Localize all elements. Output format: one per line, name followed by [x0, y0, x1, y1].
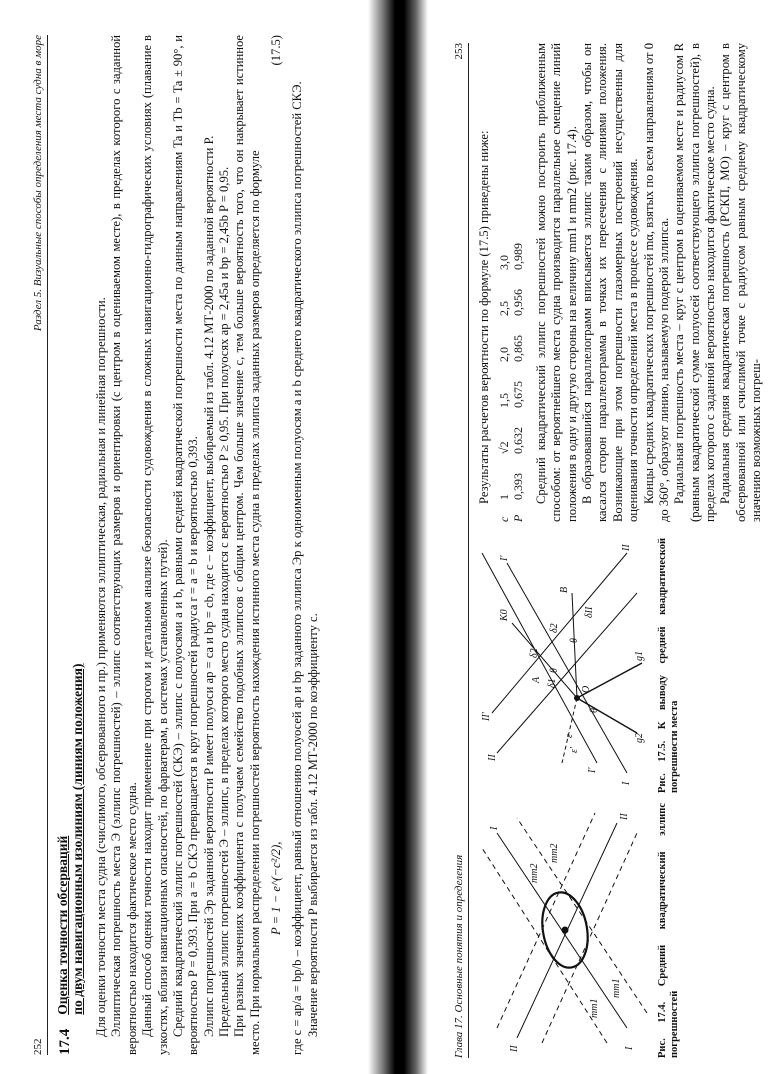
- left-running-head: Раздел 5. Визуальные способы определения места судна в море: [32, 35, 44, 332]
- fig-17-4-diagram: [477, 803, 652, 1058]
- fig2-point-o: [575, 696, 580, 701]
- table-c-label: c: [496, 516, 511, 522]
- fig2-label: I': [499, 555, 511, 561]
- binding-gutter: [368, 0, 428, 1074]
- fig2-label: ε': [569, 746, 581, 753]
- intro-paragraph: Результаты расчетов вероятности по формуле (17.5) приведены ниже:: [477, 130, 492, 504]
- fig2-label: K0: [499, 609, 511, 621]
- right-page: [428, 0, 769, 1074]
- fig2-label: II: [621, 544, 633, 551]
- fig2-label: I': [587, 767, 599, 773]
- paragraph: Эллиптическая погрешность места Э (эллипс погрешностей) – эллипс соответствующих размеров и ориентировки (с центром в оцениваемом месте), в пределах которого с заданной вероятностью находится фактическое место судна.: [109, 35, 139, 1055]
- fig1-label: I: [489, 826, 501, 830]
- fig2-label: II': [481, 712, 493, 721]
- shifted-line: [517, 818, 647, 1013]
- right-page-content: [453, 43, 764, 1058]
- table-c-value: 3,0: [496, 255, 511, 270]
- section-heading: [56, 35, 86, 1055]
- figures-column: [477, 538, 764, 1058]
- fig1-label: II: [509, 1045, 521, 1052]
- section-number: 17.4: [57, 1028, 74, 1055]
- fig1-label: mm2: [529, 863, 541, 883]
- right-text-column: [477, 43, 764, 522]
- fig2-label: ε: [564, 734, 576, 738]
- figure-17-5: [477, 538, 681, 793]
- where-text: где c = ap/a = bp/b – коэффициент, равный отношению полуосей ap и bp заданного эллипса Эp к одноименным полуосям a и b среднего квадратического эллипса погрешностей СКЭ.: [290, 81, 305, 1055]
- fig2-label: A: [531, 676, 543, 683]
- fig1-label: mm1: [589, 998, 601, 1018]
- last-paragraph: Значение вероятности P выбирается из табл. 4.12 МТ-2000 по коэффициенту c.: [305, 613, 320, 1037]
- paragraph: Предельный эллипс погрешностей Э – эллипс, в пределах которого место судна находится с вероятностью P ≥ 0,95. При полуосях ap = 2,45a и bp = 2,45b P = 0,95.: [216, 166, 231, 1037]
- fig-17-4-caption: [657, 803, 682, 1058]
- formula-number: (17.5): [269, 35, 284, 66]
- fig-17-4-caption-num: Рис. 17.4.: [656, 1001, 668, 1058]
- paragraph: При разных значениях коэффициента c получаем семейство подобных эллипсов с общим центром. Чем больше значение c, тем больше вероятность того, что он накрывает истинное место. При нормальном распределении погрешностей вероятность нахождения истинного места судна в пределах эллипса заданных размеров определяется по формуле: [232, 35, 262, 1055]
- fig2-line: [572, 593, 577, 698]
- fig2-line: [512, 623, 577, 698]
- section-title-line1: Оценка точности обсерваций: [55, 835, 71, 1015]
- fig-17-5-diagram: [477, 538, 652, 793]
- fig2-label: B: [559, 586, 571, 593]
- paragraph: В образовавшийся параллелограмм вписывается эллипс таким образом, чтобы он касался сторон параллелограмма в точках их пересечения с линиями положения. Возникающие при этом погрешности глазомерных построений несущественны для оценивания точности определений места в процессе судовождения.: [580, 43, 641, 522]
- table-c-value: √2: [496, 441, 511, 454]
- paragraph: Концы средних квадратических погрешностей mα, взятых по всем направлениям от 0 до 360°, образуют линию, называемую подерой эллипса.: [641, 43, 671, 522]
- fig2-label: δ2: [549, 623, 561, 633]
- fig2-line: [492, 553, 627, 713]
- left-page-content: [32, 35, 342, 1055]
- fig2-line: [562, 698, 577, 763]
- fig-17-5-caption-text: К выводу средней квадратической погрешности места: [656, 537, 681, 793]
- right-running-head: Глава 17. Основные понятия и определения: [453, 854, 465, 1058]
- paragraph: Радиальная погрешность места – круг с центром в оцениваемом месте и радиусом R (равным квадратической сумме полуосей соответствующего эллипса погрешностей), в пределах которого с заданной вероятностью находится фактическое место судна.: [672, 43, 717, 522]
- paragraph: Средний квадратический эллипс погрешностей (СКЭ) – эллипс с полуосями a и b, равными средней квадратической погрешности места по данным направлениям Ta и Tb = Ta ± 90°, и вероятностью P = 0,393. При a = b СКЭ превращается в круг погрешностей радиуса r = a = b и вероятностью 0,393.: [170, 35, 201, 1055]
- formula: P = 1 − e^(−c²/2),: [269, 841, 284, 935]
- paragraph: Эллипс погрешностей Эp заданной вероятности P имеет полуоси ap = ca и bp = cb, где c – коэффициент, выбираемый из табл. 4.12 МТ-2000 по заданной вероятности P.: [201, 135, 216, 1037]
- fig2-line: [497, 593, 637, 753]
- fig2-label: θ: [569, 638, 581, 643]
- figure-17-4: [477, 803, 681, 1058]
- fig2-label: δ1: [547, 678, 559, 688]
- left-page: [0, 0, 368, 1074]
- paragraph: Средний квадратический эллипс погрешностей можно построить приближенным способом: от вероятнейшего места судна производится параллельное смещение линий положения в одну и другую стороны на величину mm1 и mm2 (рис. 17.4).: [534, 43, 579, 522]
- probability-table: [497, 43, 526, 522]
- shifted-line: [497, 813, 595, 1028]
- fig1-label: II: [619, 813, 631, 820]
- table-c-value: 1,5: [496, 393, 511, 408]
- paragraph: Для оценки точности места судна (счислимого, обсервованного и пр.) применяются эллиптическая, радиальная и линейная погрешности.: [94, 297, 109, 1037]
- paragraph: Данный способ оценки точности находит применение при строгом и детальном анализе безопасности судовождения в сложных навигационно-гидрографических условиях (плавание в узкостях, вблизи навигационных опасностей, по фарватерам, в системах установленных путей).: [140, 35, 170, 1055]
- fig2-label: θ: [549, 668, 561, 673]
- fig2-label: δII: [584, 606, 596, 618]
- fig2-label: θ: [589, 708, 601, 713]
- section-title-line2: по двум навигационным изолиниям (линиям положения): [70, 663, 86, 1015]
- fig1-label: mm2: [549, 843, 561, 863]
- fig1-label: I: [624, 1046, 636, 1050]
- table-p-value: 0,989: [511, 243, 526, 270]
- table-p-label: P: [511, 514, 526, 522]
- fig-17-4-caption-text: Средний квадратический эллипс погрешностей: [656, 803, 681, 1058]
- vessel-position: [562, 927, 568, 933]
- fig-17-5-caption: [657, 538, 682, 793]
- table-c-value: 2,5: [496, 301, 511, 316]
- right-page-number: 253: [453, 43, 465, 60]
- fig2-label: II: [487, 754, 499, 761]
- fig1-label: mm1: [611, 978, 623, 998]
- right-running-header: [453, 43, 469, 1058]
- table-c-value: 1: [496, 494, 511, 500]
- fig2-label: I: [621, 781, 633, 785]
- table-p-value: 0,865: [511, 335, 526, 362]
- table-p-value: 0,956: [511, 289, 526, 316]
- left-page-number: 252: [32, 1038, 44, 1055]
- paragraph: Радиальная средняя квадратическая погрешность (РСКП, MO) – круг с центром в обсервованной или счислимой точке с радиусом равным среднему квадратическому значению возможных погреш-: [718, 43, 764, 522]
- formula-row: [269, 35, 284, 1055]
- table-p-value: 0,632: [511, 427, 526, 454]
- fig2-label: O: [581, 685, 593, 693]
- left-running-header: [32, 35, 48, 1055]
- fig2-label: δ2: [529, 648, 541, 658]
- fig-17-5-caption-num: Рис. 17.5.: [656, 740, 668, 793]
- fig2-line: [577, 698, 637, 733]
- fig2-label: g1: [634, 651, 646, 661]
- fig2-label: g2: [634, 733, 646, 743]
- table-p-value: 0,675: [511, 381, 526, 408]
- table-c-value: 2,0: [496, 347, 511, 362]
- table-p-value: 0,393: [511, 473, 526, 500]
